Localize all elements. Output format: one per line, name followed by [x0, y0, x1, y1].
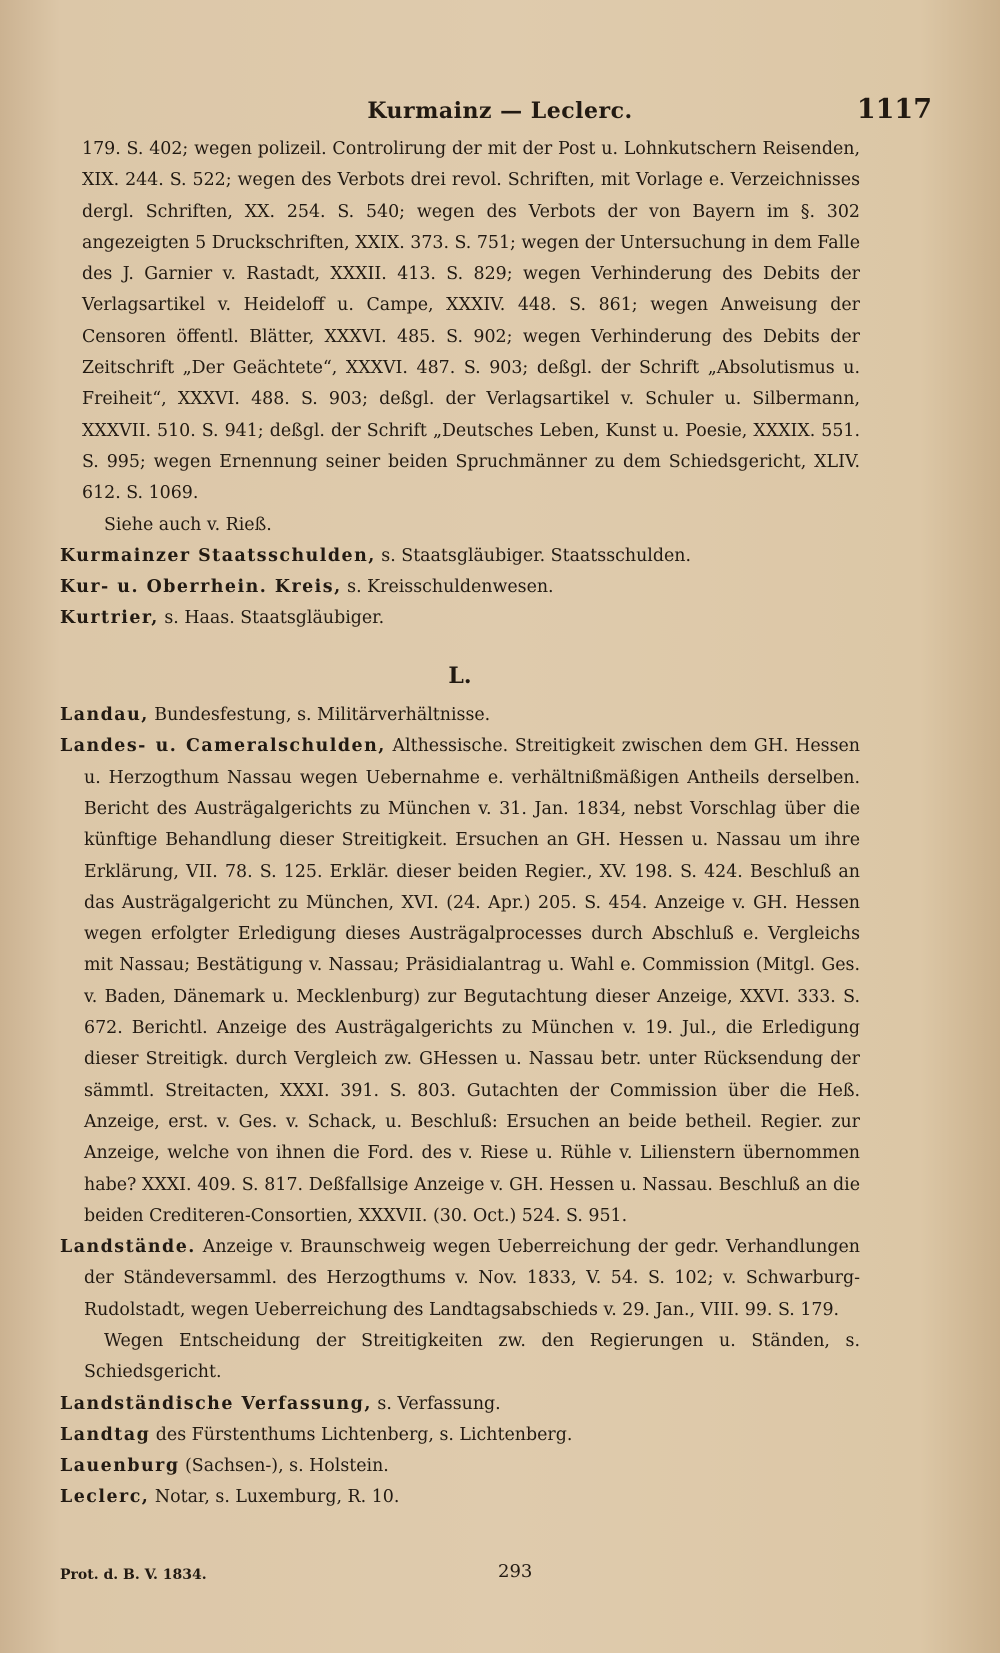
page-footer: [60, 1561, 820, 1591]
entry-lemma: Landstände.: [60, 1237, 196, 1258]
continued-entry: 179. S. 402; wegen polizeil. Controlirung der mit der Post u. Lohnkutschern Reisenden, XIX. 244. S. 522; wegen des Verbots drei revol. Schriften, mit Vorlage e. Verzeichnisses dergl. Schriften, XX. 254. S. 540; wegen des Verbots der von Bayern im §. 302 angezeigten 5 Druckschriften, XXIX. 373. S. 751; wegen der Untersuchung in dem Falle des J. Garnier v. Rastadt, XXXII. 413. S. 829; wegen Verhinderung des Debits der Verlagsartikel v. Heideloff u. Campe, XXXIV. 448. S. 861; wegen Anweisung der Censoren öffentl. Blätter, XXXVI. 485. S. 902; wegen Verhinderung des Debits der Zeitschrift „Der Geächtete“, XXXVI. 487. S. 903; deßgl. der Schrift „Absolutismus u. Freiheit“, XXXVI. 488. S. 903; deßgl. der Verlagsartikel v. Schuler u. Silbermann, XXXVII. 510. S. 941; deßgl. der Schrift „Deutsches Leben, Kunst u. Poesie, XXXIX. 551. S. 995; wegen Ernennung seiner beiden Spruchmänner zu dem Schiedsgericht, XLIV. 612. S. 1069.: [82, 139, 861, 504]
entry-text: s. Verfassung.: [371, 1393, 501, 1414]
entry-text: s. Haas. Staatsgläubiger.: [158, 608, 385, 629]
entry-text: Althessische. Streitigkeit zwischen dem GH. Hessen u. Herzogthum Nassau wegen Uebernahme e. verhältnißmäßigen Antheils derselben. Bericht des Austrägalgerichts zu München v. 31. Jan. 1834, nebst Vorschlag über die künftige Behandlung dieser Streitigkeit. Ersuchen an GH. Hessen u. Nassau um ihre Erklärung, VII. 78. S. 125. Erklär. dieser beiden Regier., XV. 198. S. 424. Beschluß an das Austrägalgericht zu München, XVI. (24. Apr.) 205. S. 454. Anzeige v. GH. Hessen wegen erfolgter Erledigung dieses Austrägalprocesses durch Abschluß e. Vergleichs mit Nassau; Bestätigung v. Nassau; Präsidialantrag u. Wahl e. Commission (Mitgl. Ges. v. Baden, Dänemark u. Mecklenburg) zur Begutachtung dieser Anzeige, XXVI. 333. S. 672. Berichtl. Anzeige des Austrägalgerichts zu München v. 19. Jul., die Erledigung dieser Streitigk. durch Vergleich zw. GHessen u. Nassau betr. unter Rücksendung der sämmtl. Streitacten, XXXI. 391. S. 803. Gutachten der Commission über die Heß. Anzeige, erst. v. Ges. v. Schack, u. Beschluß: Ersuchen an beide betheil. Regier. zur Anzeige, welche von ihnen die Ford. des v. Riese u. Rühle v. Lilienstern übernommen habe? XXXI. 409. S. 817. Deßfallsige Anzeige v. GH. Hessen u. Nassau. Beschluß an die beiden Crediteren-Consortien, XXXVII. (30. Oct.) 524. S. 951.: [84, 736, 861, 1226]
entry-lemma: Leclerc,: [60, 1487, 150, 1508]
index-entry: [60, 1389, 860, 1420]
entry-lemma: Landtag: [60, 1424, 151, 1445]
entry-text: des Fürstenthums Lichtenberg, s. Lichtenberg.: [150, 1424, 573, 1445]
index-entry: [60, 1451, 860, 1482]
index-entry: [60, 1420, 860, 1451]
entry-text: Notar, s. Luxemburg, R. 10.: [149, 1487, 400, 1508]
page-number: 1117: [856, 94, 932, 125]
entry-lemma: Landes- u. Cameralschulden,: [60, 736, 386, 757]
printer-signature: Prot. d. B. V. 1834.: [60, 1567, 207, 1583]
running-title: Kurmainz — Leclerc.: [367, 98, 633, 124]
index-entry: [60, 1232, 860, 1326]
index-entry: [60, 700, 860, 731]
section-letter: L.: [448, 662, 472, 689]
entry-lemma: Landau,: [60, 705, 149, 726]
entry-text: (Sachsen-), s. Holstein.: [179, 1456, 389, 1477]
index-entry: [60, 541, 860, 572]
entry-text: s. Kreisschuldenwesen.: [341, 577, 554, 598]
entry-lemma: Lauenburg: [60, 1456, 180, 1477]
entry-lemma: Kurmainzer Staatsschulden,: [60, 545, 376, 566]
entry-text: s. Staatsgläubiger. Staatsschulden.: [375, 545, 691, 566]
index-entry: [60, 603, 860, 634]
entry-lemma: Landständische Verfassung,: [60, 1393, 372, 1414]
entry-lemma: Kur- u. Oberrhein. Kreis,: [60, 577, 342, 598]
index-entry: [60, 572, 860, 603]
index-entry: [60, 731, 860, 1232]
entry-subparagraph: Wegen Entscheidung der Streitigkeiten zw. den Regierungen u. Ständen, s. Schiedsgericht.: [84, 1330, 860, 1383]
entry-text: Bundesfestung, s. Militärverhältnisse.: [148, 705, 491, 726]
page-header: [60, 92, 940, 132]
index-body: [60, 134, 860, 1514]
entry-text: Anzeige v. Braunschweig wegen Ueberreichung der gedr. Verhandlungen der Ständeversamml. des Herzogthums v. Nov. 1833, V. 54. S. 102; v. Schwarburg-Rudolstadt, wegen Ueberreichung des Landtagsabschieds v. 29. Jan., VIII. 99. S. 179.: [84, 1237, 860, 1320]
index-entry: [60, 1482, 860, 1513]
sheet-number: 293: [498, 1561, 533, 1582]
see-also-line: Siehe auch v. Rieß.: [104, 514, 272, 535]
entry-lemma: Kurtrier,: [60, 608, 159, 629]
